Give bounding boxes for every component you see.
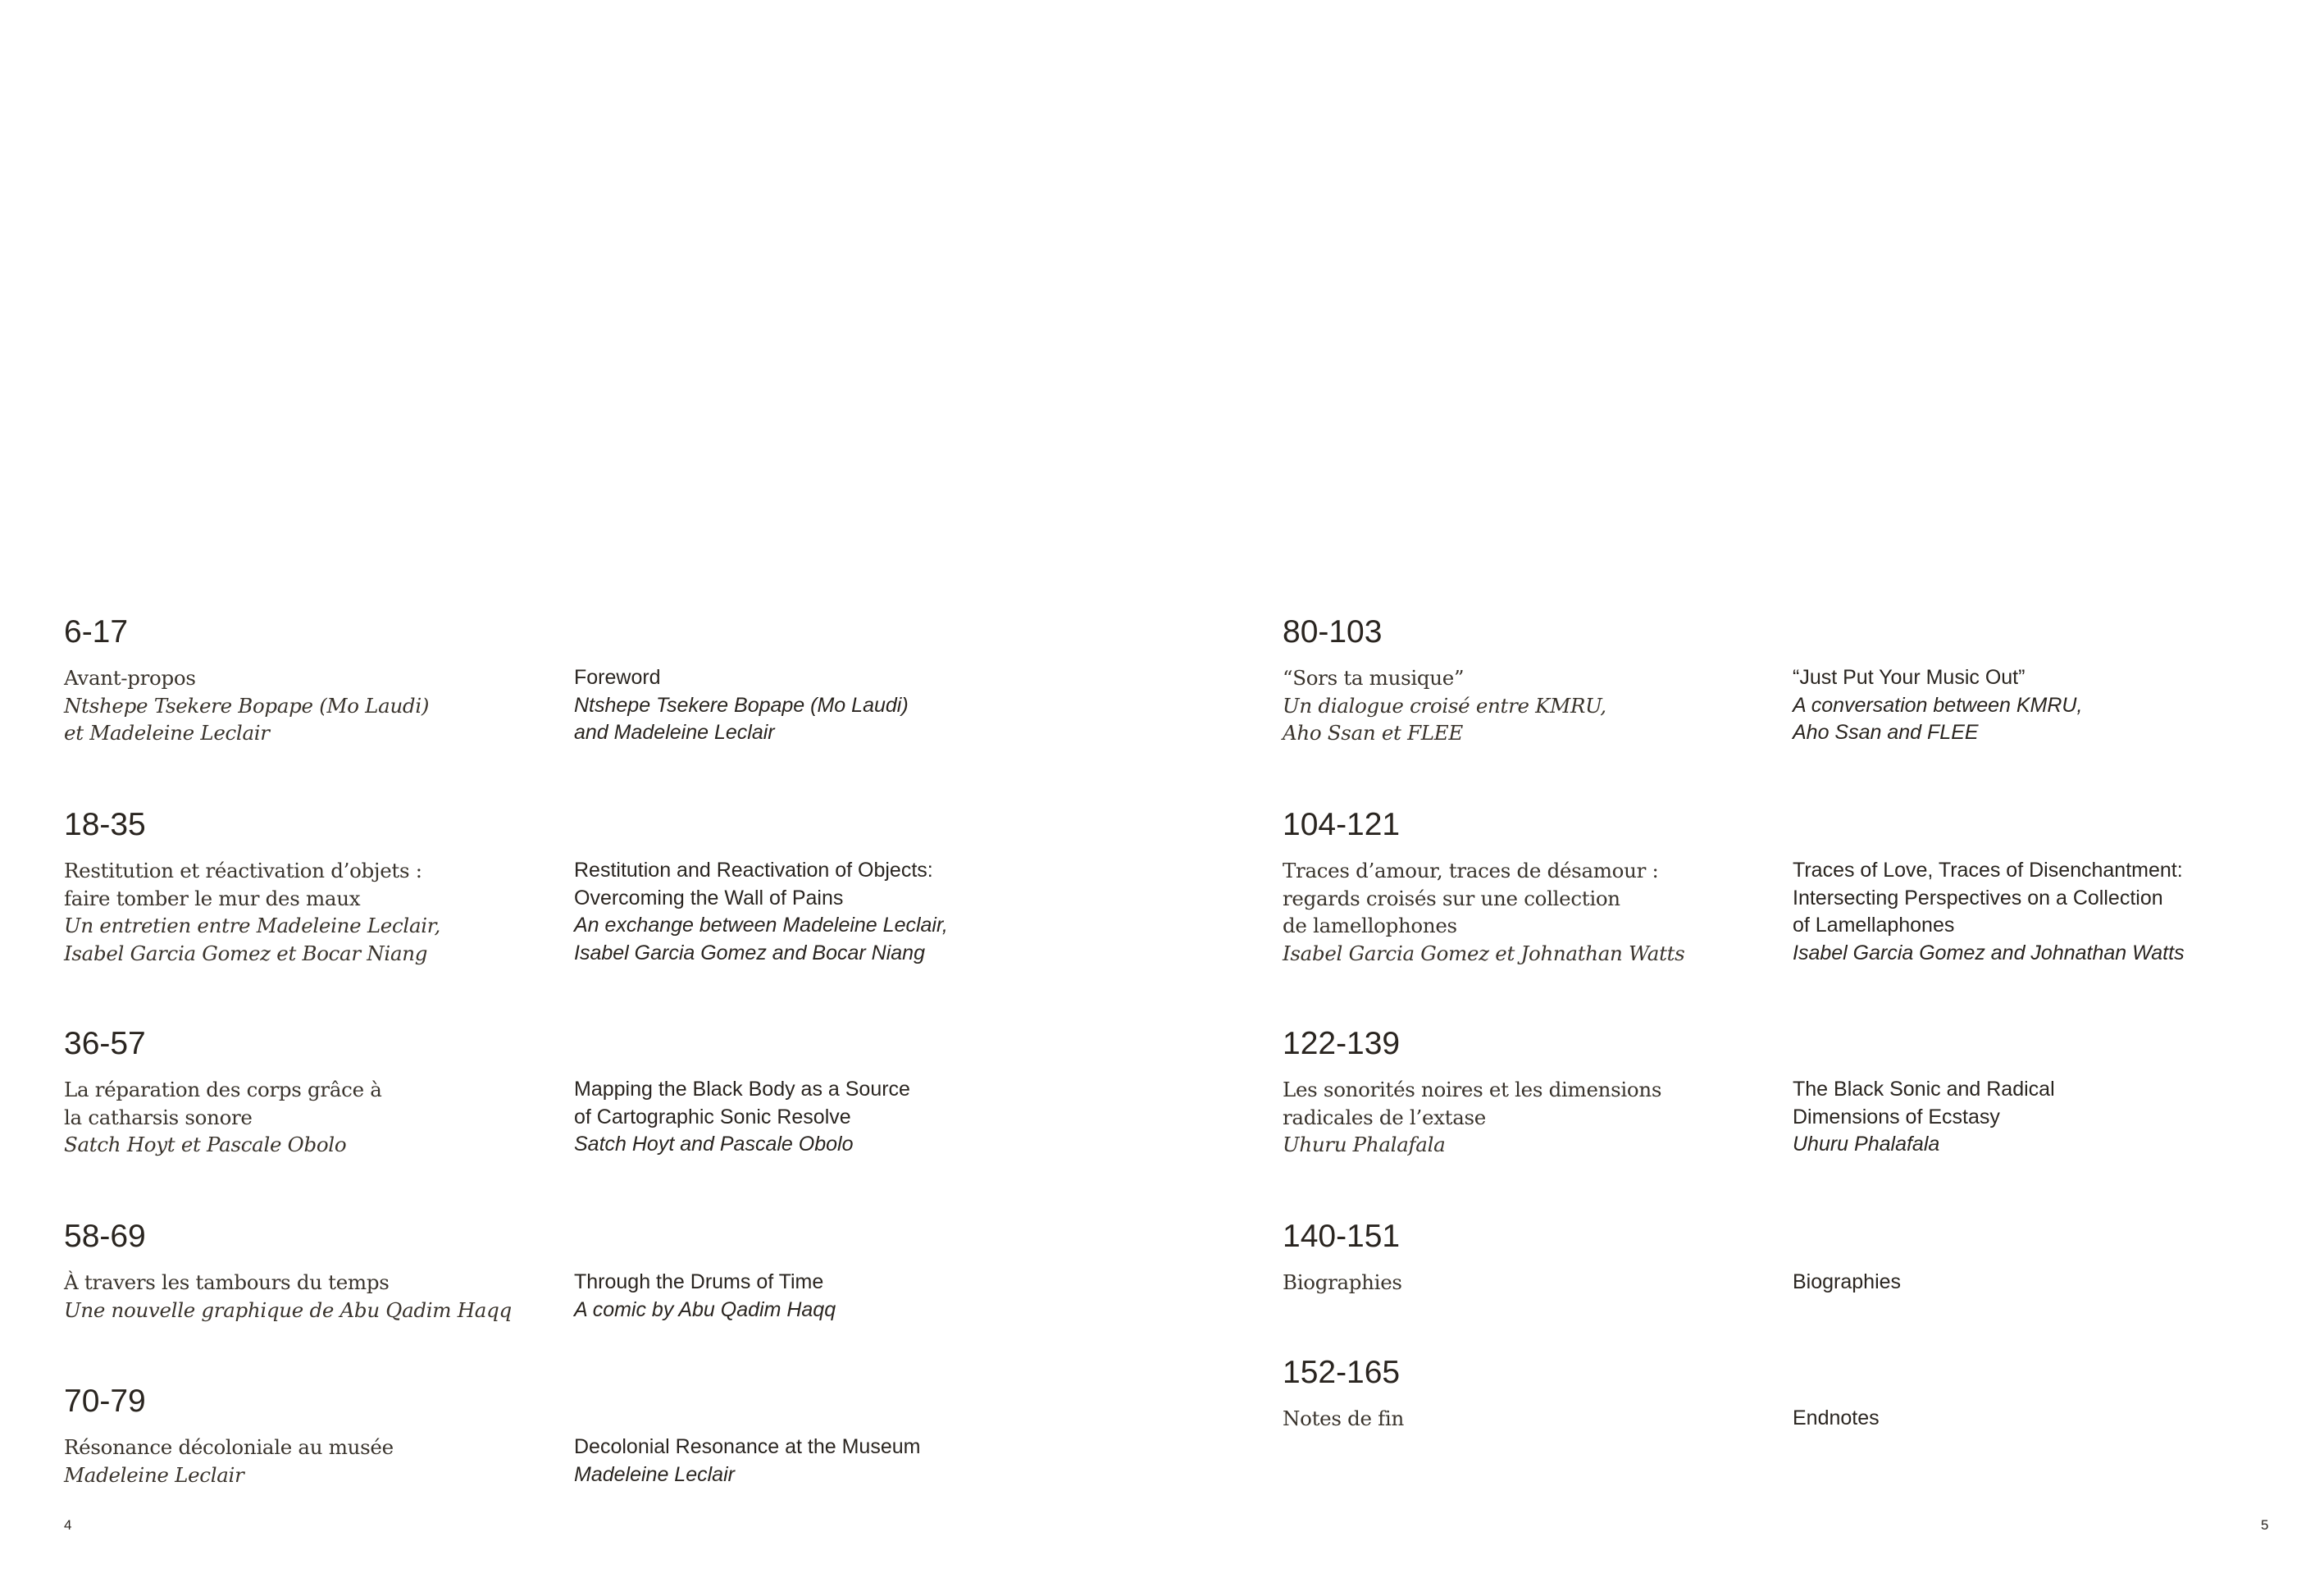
english-title: Endnotes (1793, 1406, 1880, 1429)
english-title: Traces of Love, Traces of Disenchantment: (1793, 859, 2183, 882)
french-title: “Sors ta musique” (1283, 666, 1465, 690)
english-column (574, 857, 948, 967)
french-title: Notes de fin (1283, 1406, 1404, 1430)
english-column (1793, 664, 2082, 747)
page-range: 36-57 (64, 1026, 146, 1061)
english-title: of Lamellaphones (1793, 914, 1955, 937)
right-page (1162, 0, 2324, 1582)
french-title: faire tomber le mur des maux (64, 886, 361, 910)
toc-entry (64, 1383, 921, 1487)
page-range: 80-103 (1283, 614, 1383, 650)
french-authors: et Madeleine Leclair (64, 721, 270, 745)
english-title: Foreword (574, 666, 661, 689)
english-authors: A comic by Abu Qadim Haqq (574, 1297, 836, 1321)
toc-entry (1283, 1218, 1902, 1294)
toc-entry (1283, 613, 2083, 745)
french-column (1283, 1076, 1661, 1159)
english-title: of Cartographic Sonic Resolve (574, 1105, 851, 1128)
english-title: Mapping the Black Body as a Source (574, 1078, 910, 1101)
page-range: 6-17 (64, 614, 129, 650)
french-title: La réparation des corps grâce à (64, 1078, 382, 1101)
english-authors: and Madeleine Leclair (574, 721, 775, 744)
english-authors: Aho Ssan and FLEE (1793, 721, 1979, 744)
english-authors: Isabel Garcia Gomez and Johnathan Watts (1793, 941, 2185, 964)
french-column (64, 1434, 394, 1489)
french-column (64, 1269, 512, 1324)
french-title: Avant-propos (64, 666, 196, 690)
french-authors: Uhuru Phalafala (1283, 1133, 1446, 1156)
french-authors: Une nouvelle graphique de Abu Qadim Haqq (64, 1297, 512, 1322)
english-title: Biographies (1793, 1270, 1902, 1293)
english-column (574, 1269, 836, 1324)
french-authors: Ntshepe Tsekere Bopape (Mo Laudi) (64, 693, 430, 718)
english-title: Restitution and Reactivation of Objects: (574, 859, 933, 882)
page-range: 58-69 (64, 1219, 146, 1254)
english-authors: Uhuru Phalafala (1793, 1133, 1940, 1156)
english-authors: Isabel Garcia Gomez and Bocar Niang (574, 941, 925, 964)
french-authors: Un entretien entre Madeleine Leclair, (64, 914, 441, 937)
french-column (1283, 1405, 1404, 1433)
french-title: Biographies (1283, 1270, 1402, 1294)
english-column (574, 1434, 920, 1489)
french-column (1283, 857, 1684, 967)
english-authors: Satch Hoyt and Pascale Obolo (574, 1133, 854, 1156)
toc-entry (64, 613, 909, 745)
french-column (64, 664, 429, 747)
english-column (1793, 1269, 1901, 1297)
english-title: The Black Sonic and Radical (1793, 1078, 2055, 1101)
french-title: À travers les tambours du temps (64, 1270, 390, 1294)
french-title: regards croisés sur une collection (1283, 886, 1620, 910)
english-column (574, 664, 909, 747)
page-range: 152-165 (1283, 1355, 1401, 1390)
english-title: Decolonial Resonance at the Museum (574, 1435, 921, 1458)
page-range: 18-35 (64, 807, 146, 842)
english-title: Dimensions of Ecstasy (1793, 1105, 2000, 1128)
english-column (1793, 857, 2185, 967)
french-column (64, 857, 440, 967)
french-title: Résonance décoloniale au musée (64, 1435, 394, 1459)
page-number: 5 (2261, 1517, 2269, 1533)
page-range: 70-79 (64, 1384, 146, 1419)
english-column (1793, 1076, 2055, 1159)
french-column (64, 1076, 382, 1159)
english-column (1793, 1405, 1880, 1433)
toc-entry (64, 806, 948, 965)
french-title: de lamellophones (1283, 914, 1457, 937)
french-title: la catharsis sonore (64, 1105, 253, 1129)
french-authors: Un dialogue croisé entre KMRU, (1283, 693, 1606, 718)
english-authors: Madeleine Leclair (574, 1462, 735, 1486)
french-title: Traces d’amour, traces de désamour : (1283, 859, 1659, 882)
english-authors: An exchange between Madeleine Leclair, (574, 914, 948, 937)
english-title: Intersecting Perspectives on a Collection (1793, 886, 2163, 910)
page-range: 122-139 (1283, 1026, 1401, 1061)
toc-entry (64, 1218, 836, 1322)
french-authors: Isabel Garcia Gomez et Bocar Niang (64, 941, 428, 965)
french-title: Restitution et réactivation d’objets : (64, 859, 422, 882)
english-authors: Ntshepe Tsekere Bopape (Mo Laudi) (574, 693, 909, 717)
toc-entry (64, 1025, 910, 1156)
toc-entry (1283, 806, 2185, 965)
french-authors: Madeleine Leclair (64, 1462, 244, 1487)
english-title: Through the Drums of Time (574, 1270, 824, 1293)
page-number: 4 (64, 1517, 72, 1533)
page-range: 104-121 (1283, 807, 1401, 842)
french-authors: Aho Ssan et FLEE (1283, 721, 1463, 745)
french-authors: Satch Hoyt et Pascale Obolo (64, 1133, 347, 1156)
french-column (1283, 1269, 1402, 1297)
french-column (1283, 664, 1606, 747)
english-title: “Just Put Your Music Out” (1793, 666, 2026, 689)
english-title: Overcoming the Wall of Pains (574, 886, 844, 910)
french-title: Les sonorités noires et les dimensions (1283, 1078, 1662, 1101)
english-authors: A conversation between KMRU, (1793, 693, 2083, 717)
french-title: radicales de l’extase (1283, 1105, 1486, 1129)
french-authors: Isabel Garcia Gomez et Johnathan Watts (1283, 941, 1685, 965)
toc-entry (1283, 1354, 1880, 1430)
english-column (574, 1076, 910, 1159)
toc-entry (1283, 1025, 2055, 1156)
page-range: 140-151 (1283, 1219, 1401, 1254)
